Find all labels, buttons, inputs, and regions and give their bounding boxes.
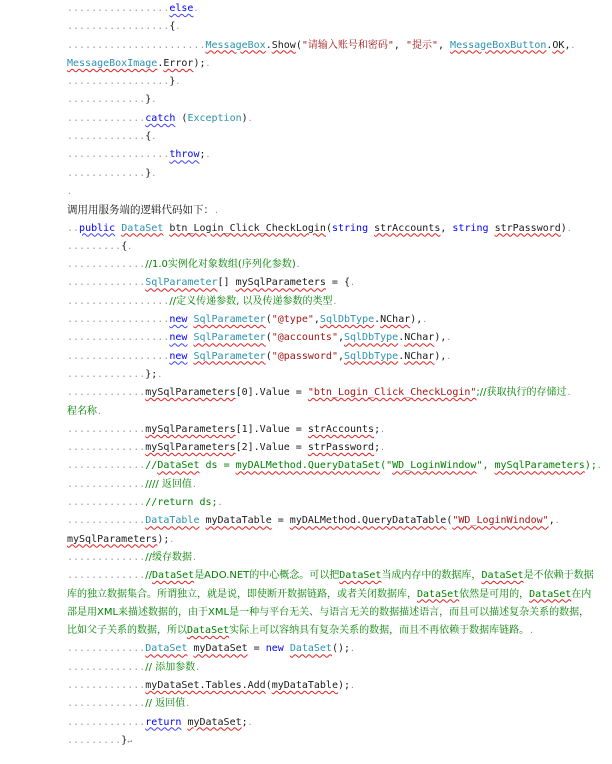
code-token: "@accounts" (271, 332, 338, 344)
code-line (67, 494, 597, 512)
code-token: mySqlParameters (145, 442, 236, 454)
code-token: ) (560, 222, 567, 234)
indent-marks: ............. (67, 716, 146, 728)
code-token: (" (380, 460, 393, 472)
code-token: new (169, 350, 188, 362)
code-token: ); (584, 460, 597, 472)
code-token: MessageBoxButton (450, 39, 547, 51)
paragraph-mark-icon: . (566, 223, 572, 233)
code-token: ) (241, 112, 248, 124)
code-token: DataSet (289, 643, 332, 655)
code-token: , (438, 39, 451, 51)
code-token: ), (410, 314, 423, 326)
paragraph-mark-icon: . (350, 680, 355, 690)
code-token: ; (374, 423, 381, 435)
code-token: } (169, 76, 176, 88)
code-token: DataSet (145, 643, 188, 655)
paragraph-mark-icon: . (566, 388, 572, 398)
code-token: . (374, 314, 381, 326)
paragraph-mark-icon: . (67, 186, 72, 196)
indent-marks: ............. (67, 661, 146, 673)
code-token: . (398, 332, 405, 344)
code-token: ; (241, 716, 248, 728)
comment-token: DataSet (417, 588, 460, 600)
code-token: MessageBox (205, 39, 266, 51)
code-token: NChar (380, 314, 411, 326)
code-token: myDataSet (193, 643, 248, 655)
paragraph-mark-icon: . (151, 132, 157, 142)
indent-marks: ................. (67, 76, 170, 88)
code-token: ( (325, 222, 332, 234)
paragraph-mark-icon: . (157, 369, 163, 379)
code-token: throw (169, 149, 200, 161)
indent-marks: ................. (67, 295, 170, 307)
code-token: strPassword (307, 442, 375, 454)
code-token: "@type" (271, 314, 314, 326)
code-token: ); (157, 533, 170, 545)
code-line (67, 274, 597, 292)
code-token: //1.0实例化对象数组(序列化参数) (145, 259, 296, 271)
code-token: else (169, 3, 194, 14)
code-token: new (169, 314, 188, 326)
code-line (67, 0, 597, 18)
code-line (67, 18, 597, 36)
comment-token: 实际上可以容纳具有复杂关系的数据，而且不再依赖于数据库链路。 (229, 625, 530, 637)
paragraph-mark-icon: . (151, 95, 157, 105)
paragraph-mark-icon: . (191, 479, 197, 489)
indent-marks: ............. (67, 497, 146, 509)
code-token: myDataSet.Tables.Add (145, 679, 266, 691)
code-token: , (313, 314, 320, 326)
paragraph-mark-icon: . (185, 699, 191, 709)
code-line (67, 403, 597, 421)
code-line (67, 238, 597, 256)
code-line (67, 165, 597, 183)
code-token: SqlParameter (145, 277, 218, 289)
code-token: { (169, 21, 176, 33)
code-token: ; (199, 149, 206, 161)
paragraph-mark-icon: . (151, 168, 157, 178)
code-token: [1].Value = (235, 423, 308, 435)
code-token: SqlDbType (344, 350, 399, 362)
code-token: ( (265, 332, 272, 344)
code-token: // 返回值 (145, 698, 186, 710)
code-token: { (145, 131, 152, 143)
code-token: { (121, 240, 128, 252)
code-token: ); (193, 57, 206, 69)
code-token: , (337, 332, 344, 344)
code-line (67, 439, 597, 457)
paragraph-mark-icon: . (195, 662, 201, 672)
code-token: 调用用服务端的逻辑代码如下： (67, 204, 214, 217)
code-line (67, 146, 597, 164)
code-token: SqlDbType (344, 332, 399, 344)
code-token: = (271, 515, 290, 527)
paragraph-mark-icon: . (446, 333, 452, 343)
code-line (67, 732, 597, 750)
code-token: //缓存数据 (145, 551, 193, 563)
indent-marks: ............. (67, 551, 146, 563)
code-token: myDataTable (271, 679, 338, 691)
code-token: ( (265, 679, 272, 691)
code-line (67, 457, 602, 475)
code-token: 程名称 (67, 405, 97, 417)
indent-marks: ............. (67, 698, 146, 710)
indent-marks: ............. (67, 570, 146, 582)
code-line (67, 293, 597, 311)
code-token: , (440, 222, 453, 234)
indent-marks: ............. (67, 460, 146, 472)
comment-token: 是ADO.NET的中心概念。可以把 (194, 570, 340, 582)
indent-marks: ................. (67, 3, 170, 14)
code-token: myDALMethod.QueryDataTable (289, 515, 447, 527)
comment-token: 是不依赖于数据库的独立数据集合。所谓独立，就是说，即使断开数据链路，或者关闭数据库， (67, 570, 594, 600)
code-token: } (121, 734, 128, 746)
code-line (67, 714, 597, 732)
code-token: mySqlParameters (145, 387, 236, 399)
indent-marks: ................. (67, 332, 170, 344)
indent-marks: ................. (67, 314, 170, 326)
indent-marks: ............. (67, 478, 146, 490)
code-token: public (79, 222, 116, 234)
code-token: ( (295, 39, 302, 51)
paragraph-mark-icon: . (175, 22, 181, 32)
code-token: strPassword (494, 222, 561, 234)
code-token: ;//获取执行的存储过 (476, 387, 567, 399)
paragraph-mark-icon: . (332, 296, 338, 306)
code-token: strAccounts (307, 423, 375, 435)
paragraph-mark-icon: . (596, 461, 602, 471)
indent-marks: ................. (67, 149, 170, 161)
code-line (67, 329, 597, 347)
comment-token: DataSet (339, 570, 382, 582)
indent-marks: ....................... (67, 39, 206, 51)
indent-marks: ............. (67, 131, 146, 143)
code-line (67, 37, 597, 55)
code-token: // 添加参数 (145, 661, 196, 673)
paragraph-mark-icon: . (350, 278, 355, 288)
code-token: ( (265, 350, 272, 362)
code-token: strAccounts (374, 222, 441, 234)
code-token: [] (217, 277, 236, 289)
paragraph-mark-icon: . (217, 498, 223, 508)
indent-marks: ................. (67, 21, 170, 33)
code-line (67, 640, 597, 658)
code-token: btn_Login_Click_CheckLogin (169, 222, 326, 234)
code-token: } (145, 167, 152, 179)
paragraph-mark-icon: . (205, 58, 211, 68)
code-token: = { (325, 277, 350, 289)
code-token: mySqlParameters (145, 423, 236, 435)
indent-marks: ................. (67, 350, 170, 362)
code-token: mySqlParameters (67, 533, 158, 545)
code-token: ; (374, 442, 381, 454)
paragraph-mark-icon: . (193, 4, 199, 13)
comment-token: 依然是可用的， (459, 588, 530, 600)
code-token: new (169, 332, 188, 344)
paragraph-mark-icon: . (529, 626, 534, 636)
code-token: "@password" (271, 350, 338, 362)
indent-marks: ............. (67, 277, 146, 289)
code-token: SqlParameter (193, 350, 266, 362)
code-token: ( (265, 314, 272, 326)
code-token: SqlDbType (319, 314, 375, 326)
code-token: OK (552, 39, 565, 51)
paragraph-mark-icon: . (175, 77, 181, 87)
paragraph-mark-icon: ↵ (127, 735, 133, 745)
code-token: "btn_Login_Click_CheckLogin" (307, 387, 477, 399)
code-token: //// 返回值 (145, 478, 192, 490)
prose-line (67, 201, 597, 219)
code-token: . (398, 350, 405, 362)
comment-token: // (145, 570, 153, 582)
code-token: ", (476, 460, 495, 472)
code-token: //return ds; (145, 497, 218, 509)
code-token: Error (163, 57, 194, 69)
code-block-tail (67, 640, 597, 750)
code-token: ( (446, 515, 453, 527)
paragraph-mark-icon: . (169, 534, 175, 544)
code-token: SqlParameter (193, 332, 266, 344)
code-token: . (157, 57, 164, 69)
code-line (67, 110, 597, 128)
comment-token: DataSet (481, 570, 524, 582)
code-token: . (265, 39, 272, 51)
code-line (67, 659, 597, 677)
code-token: [2].Value = (235, 442, 308, 454)
code-line (67, 476, 597, 494)
code-token: "提示" (405, 39, 438, 51)
code-token: ( (175, 112, 188, 124)
code-token: ); (337, 679, 351, 691)
paragraph-mark-icon: . (380, 424, 385, 434)
paragraph-mark-icon: . (350, 644, 355, 654)
code-token: NChar (404, 350, 435, 362)
code-token: NChar (404, 332, 435, 344)
code-token: ), (434, 350, 447, 362)
document-page (67, 0, 602, 750)
code-token: DataSet (121, 222, 164, 234)
indent-marks: ............. (67, 368, 146, 380)
code-token: DataSet (157, 460, 200, 472)
comment-token: 当成内存中的数据库， (381, 570, 482, 582)
paragraph-mark-icon: . (422, 315, 428, 325)
code-line (67, 549, 597, 567)
indent-marks: ............. (67, 679, 146, 691)
code-token: "WD_LoginWindow" (452, 515, 549, 527)
code-token: = (247, 643, 266, 655)
indent-marks: ............. (67, 112, 146, 124)
code-token: // (145, 460, 158, 472)
code-token: , (393, 39, 406, 51)
indent-marks: ......... (67, 734, 122, 746)
code-line (67, 91, 597, 109)
code-line (67, 73, 597, 91)
code-line (67, 512, 597, 530)
paragraph-mark-icon: . (247, 717, 253, 727)
code-line (67, 183, 597, 201)
paragraph-mark-icon: . (192, 552, 197, 562)
code-token: SqlParameter (193, 314, 266, 326)
code-token: //定义传递参数, 以及传递参数的类型 (169, 295, 333, 307)
code-token: new (265, 643, 284, 655)
code-token: string (331, 222, 369, 234)
code-line (67, 384, 597, 402)
indent-marks: ............. (67, 167, 146, 179)
paragraph-mark-icon: . (127, 241, 133, 251)
comment-token: DataSet (152, 570, 195, 582)
code-token: catch (145, 112, 176, 124)
code-token: MessageBoxImage (67, 57, 158, 69)
code-token: Show (271, 39, 296, 51)
code-line (67, 677, 597, 695)
code-token: myDataSet (187, 716, 242, 728)
indent-marks: ............. (67, 387, 146, 399)
indent-marks: ......... (67, 240, 122, 252)
code-line (67, 311, 597, 329)
paragraph-mark-icon: . (380, 443, 385, 453)
code-token: [0].Value = (235, 387, 308, 399)
code-token: } (145, 94, 152, 106)
code-line (67, 531, 597, 549)
code-line (67, 220, 597, 238)
code-token: , (564, 39, 571, 51)
comment-token: 在内部是用XML来描述数据的，由于XML是一种与平台无关、与语言无关的数据描述语言，而且可以描述复杂关系的数据，比如父子关系的数据，所以 (67, 588, 592, 637)
indent-marks: ............. (67, 442, 146, 454)
code-token: }; (145, 368, 158, 380)
code-block (67, 0, 602, 567)
code-line (67, 55, 597, 73)
paragraph-mark-icon: . (554, 516, 560, 526)
code-token: , (548, 515, 555, 527)
paragraph-mark-icon: . (295, 260, 301, 270)
comment-token: DataSet (187, 625, 230, 637)
code-token: mySqlParameters (494, 460, 585, 472)
code-line (67, 695, 597, 713)
code-token: WD_LoginWindow (392, 460, 477, 472)
code-token: (); (331, 643, 351, 655)
code-token: return (145, 716, 182, 728)
paragraph-mark-icon: . (247, 113, 253, 123)
code-line (67, 348, 597, 366)
paragraph-mark-icon: . (97, 406, 102, 416)
code-line (67, 256, 597, 274)
comment-token: DataSet (529, 588, 572, 600)
code-token: DataTable (145, 515, 200, 527)
indent-marks: ............. (67, 515, 146, 527)
code-token: string (452, 222, 489, 234)
code-token: "请输入账号和密码" (301, 39, 394, 51)
code-line (67, 128, 597, 146)
code-line (67, 421, 597, 439)
indent-marks: ............. (67, 94, 146, 106)
paragraph-mark-icon: . (446, 351, 452, 361)
indent-marks: ............. (67, 423, 146, 435)
code-token: ds = (199, 460, 236, 472)
indent-marks: .. (67, 222, 80, 234)
indent-marks: ............. (67, 643, 146, 655)
code-token: mySqlParameters (235, 277, 326, 289)
code-token: myDALMethod.QueryDataSet (235, 460, 381, 472)
paragraph-mark-icon: . (205, 150, 211, 160)
code-line (67, 366, 597, 384)
code-token: , (337, 350, 344, 362)
paragraph-mark-icon: . (570, 40, 576, 50)
code-token: myDataTable (205, 515, 272, 527)
paragraph-mark-icon: . (214, 206, 219, 216)
code-token: . (546, 39, 553, 51)
code-token: ), (434, 332, 447, 344)
indent-marks: ............. (67, 259, 146, 271)
comment-paragraph (67, 567, 597, 640)
code-token: Exception (187, 112, 242, 124)
